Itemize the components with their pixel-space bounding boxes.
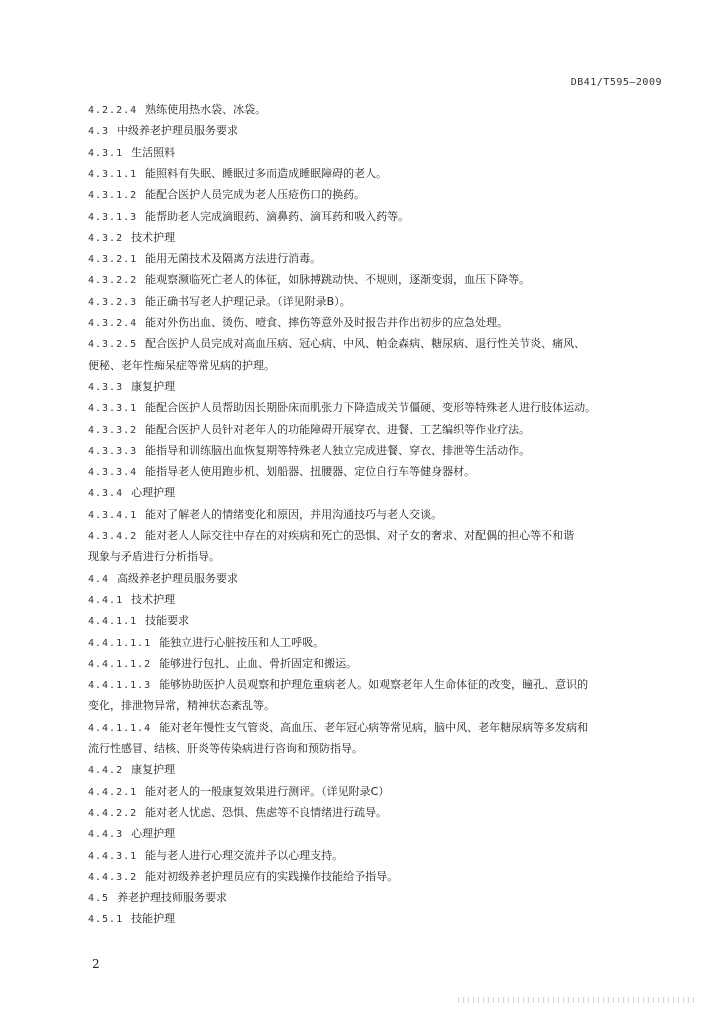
clause-text: 能对老人人际交往中存在的对疾病和死亡的恐惧、对子女的奢求、对配偶的担心等不和谐 xyxy=(145,529,575,542)
clause-text: 能照料有失眠、睡眠过多而造成睡眠障碍的老人。 xyxy=(145,166,388,180)
clause-number: 4.3.2.5 xyxy=(88,339,138,351)
clause-text: 流行性感冒、结核、肝炎等传染病进行咨询和预防指导。 xyxy=(88,742,363,755)
document-line xyxy=(88,423,668,438)
page-number: 2 xyxy=(92,957,100,971)
clause-text: 能对外伤出血、烫伤、噎食、摔伤等意外及时报告并作出初步的应急处理。 xyxy=(145,316,509,329)
clause-text: 能观察濒临死亡老人的体征，如脉搏跳动快、不规则，逐渐变弱，血压下降等。 xyxy=(145,273,531,287)
document-line xyxy=(88,316,668,331)
document-line xyxy=(88,657,668,672)
clause-number: 4.3.3 xyxy=(88,381,124,393)
document-line xyxy=(88,188,668,203)
clause-text: 配合医护人员完成对高血压病、冠心病、中风、帕金森病、糖尿病、退行性关节炎、痛风、 xyxy=(145,337,586,351)
clause-number: 4.3.3.3 xyxy=(88,445,138,457)
clause-number: 4.3.2.1 xyxy=(88,254,138,266)
document-line xyxy=(88,827,668,842)
clause-number: 4.4.1.1 xyxy=(88,616,138,628)
clause-number: 4.3.1.2 xyxy=(88,190,138,202)
document-line xyxy=(88,167,668,182)
clause-number: 4.2.2.4 xyxy=(88,105,138,116)
clause-text: 能对老人的一般康复效果进行测评。（详见附录C） xyxy=(145,784,390,798)
clause-text: 心理护理 xyxy=(131,827,176,841)
clause-number: 4.5 xyxy=(88,893,110,905)
clause-number: 4.3.4 xyxy=(88,488,124,500)
document-line xyxy=(88,593,668,608)
clause-text: 生活照料 xyxy=(131,145,176,159)
document-line xyxy=(88,763,668,778)
clause-number: 4.5.1 xyxy=(88,914,124,926)
document-line xyxy=(88,572,668,587)
clause-text: 心理护理 xyxy=(131,486,176,500)
document-line xyxy=(88,550,668,564)
document-line xyxy=(88,103,668,118)
clause-text: 能对初级养老护理员应有的实践操作技能给予指导。 xyxy=(145,869,399,883)
document-line xyxy=(88,636,668,651)
document-line xyxy=(88,465,668,480)
clause-text: 技能要求 xyxy=(145,614,190,628)
clause-text: 能独立进行心脏按压和人工呼吸。 xyxy=(159,635,325,649)
clause-text: 能对了解老人的情绪变化和原因，并用沟通技巧与老人交谈。 xyxy=(145,507,443,521)
document-line xyxy=(88,912,668,927)
clause-text: 技术护理 xyxy=(131,230,176,244)
clause-number: 4.3 xyxy=(88,126,110,138)
scan-noise xyxy=(458,997,698,1003)
clause-number: 4.3.1.3 xyxy=(88,211,138,223)
clause-text: 能指导老人使用跑步机、划船器、扭腰器、定位自行车等健身器材。 xyxy=(145,465,476,479)
clause-text: 技能护理 xyxy=(131,912,176,926)
document-line xyxy=(88,231,668,246)
clause-text: 能配合医护人员帮助因长期卧床而肌张力下降造成关节僵硬、变形等特殊老人进行肢体运动。 xyxy=(145,401,597,415)
clause-text: 现象与矛盾进行分析指导。 xyxy=(88,550,220,564)
clause-text: 能够协助医护人员观察和护理危重病老人。如观察老年人生命体征的改变，瞳孔、意识的 xyxy=(159,678,589,692)
clause-number: 4.4.1.1.1 xyxy=(88,637,152,649)
document-line xyxy=(88,699,668,713)
document-line xyxy=(88,614,668,629)
clause-number: 4.3.1 xyxy=(88,147,124,159)
clause-number: 4.3.1.1 xyxy=(88,168,138,180)
document-line xyxy=(88,380,668,395)
document-line xyxy=(88,806,668,821)
clause-number: 4.4.3 xyxy=(88,829,124,841)
document-line xyxy=(88,721,668,736)
clause-text: 技术护理 xyxy=(131,592,176,606)
clause-text: 康复护理 xyxy=(131,763,176,777)
clause-number: 4.3.2.2 xyxy=(88,275,138,287)
document-line xyxy=(88,508,668,523)
clause-number: 4.3.2.3 xyxy=(88,296,138,308)
clause-number: 4.3.3.4 xyxy=(88,467,138,479)
document-line xyxy=(88,678,668,693)
clause-text: 能正确书写老人护理记录。（详见附录B）。 xyxy=(145,294,351,308)
clause-text: 能与老人进行心理交流并予以心理支持。 xyxy=(145,848,344,862)
standard-code: DB41/T595—2009 xyxy=(570,77,662,88)
clause-number: 4.4.1 xyxy=(88,594,124,606)
document-line xyxy=(88,486,668,501)
document-line xyxy=(88,742,668,756)
clause-text: 康复护理 xyxy=(131,379,176,393)
clause-number: 4.4.3.1 xyxy=(88,850,138,862)
clause-number: 4.4.1.1.3 xyxy=(88,680,152,692)
clause-text: 变化，排泄物异常，精神状态紊乱等。 xyxy=(88,699,275,713)
document-line xyxy=(88,444,668,459)
clause-number: 4.4.1.1.2 xyxy=(88,658,152,670)
document-line xyxy=(88,529,668,544)
document-line xyxy=(88,401,668,416)
document-line xyxy=(88,849,668,864)
clause-text: 中级养老护理员服务要求 xyxy=(117,124,239,138)
clause-number: 4.4.2.2 xyxy=(88,807,138,819)
document-line xyxy=(88,870,668,885)
clause-number: 4.3.3.2 xyxy=(88,424,138,436)
clause-text: 能用无菌技术及隔离方法进行消毒。 xyxy=(145,252,322,266)
document-line xyxy=(88,891,668,906)
document-line xyxy=(88,146,668,161)
clause-number: 4.3.4.1 xyxy=(88,509,138,521)
document-line xyxy=(88,295,668,310)
clause-number: 4.3.2 xyxy=(88,232,124,244)
clause-text: 高级养老护理员服务要求 xyxy=(117,571,239,585)
clause-number: 4.4.3.2 xyxy=(88,871,138,883)
clause-text: 能指导和训练脑出血恢复期等特殊老人独立完成进餐、穿衣、排泄等生活动作。 xyxy=(145,443,531,457)
clause-text: 养老护理技师服务要求 xyxy=(117,891,228,905)
clause-number: 4.3.4.2 xyxy=(88,531,138,542)
clause-text: 能帮助老人完成滴眼药、滴鼻药、滴耳药和吸入药等。 xyxy=(145,209,410,223)
clause-number: 4.3.3.1 xyxy=(88,403,138,415)
document-line xyxy=(88,210,668,225)
document-line xyxy=(88,359,668,373)
document-line xyxy=(88,785,668,800)
clause-number: 4.3.2.4 xyxy=(88,318,138,329)
clause-text: 能配合医护人员针对老年人的功能障碍开展穿衣、进餐、工艺编织等作业疗法。 xyxy=(145,422,531,436)
clause-number: 4.4 xyxy=(88,573,110,585)
clause-text: 能对老人忧虑、恐惧、焦虑等不良情绪进行疏导。 xyxy=(145,805,388,819)
document-line xyxy=(88,252,668,267)
clause-text: 能够进行包扎、止血、骨折固定和搬运。 xyxy=(159,656,358,670)
clause-text: 能对老年慢性支气管炎、高血压、老年冠心病等常见病，脑中风、老年糖尿病等多发病和 xyxy=(159,720,589,734)
document-line xyxy=(88,273,668,288)
clause-text: 能配合医护人员完成为老人压疮伤口的换药。 xyxy=(145,188,366,202)
document-line xyxy=(88,337,668,352)
document-line xyxy=(88,124,668,139)
clause-number: 4.4.2 xyxy=(88,765,124,777)
clause-number: 4.4.2.1 xyxy=(88,786,138,798)
clause-text: 熟练使用热水袋、冰袋。 xyxy=(145,103,267,116)
clause-number: 4.4.1.1.4 xyxy=(88,722,152,734)
clause-text: 便秘、老年性痴呆症等常见病的护理。 xyxy=(88,358,275,372)
